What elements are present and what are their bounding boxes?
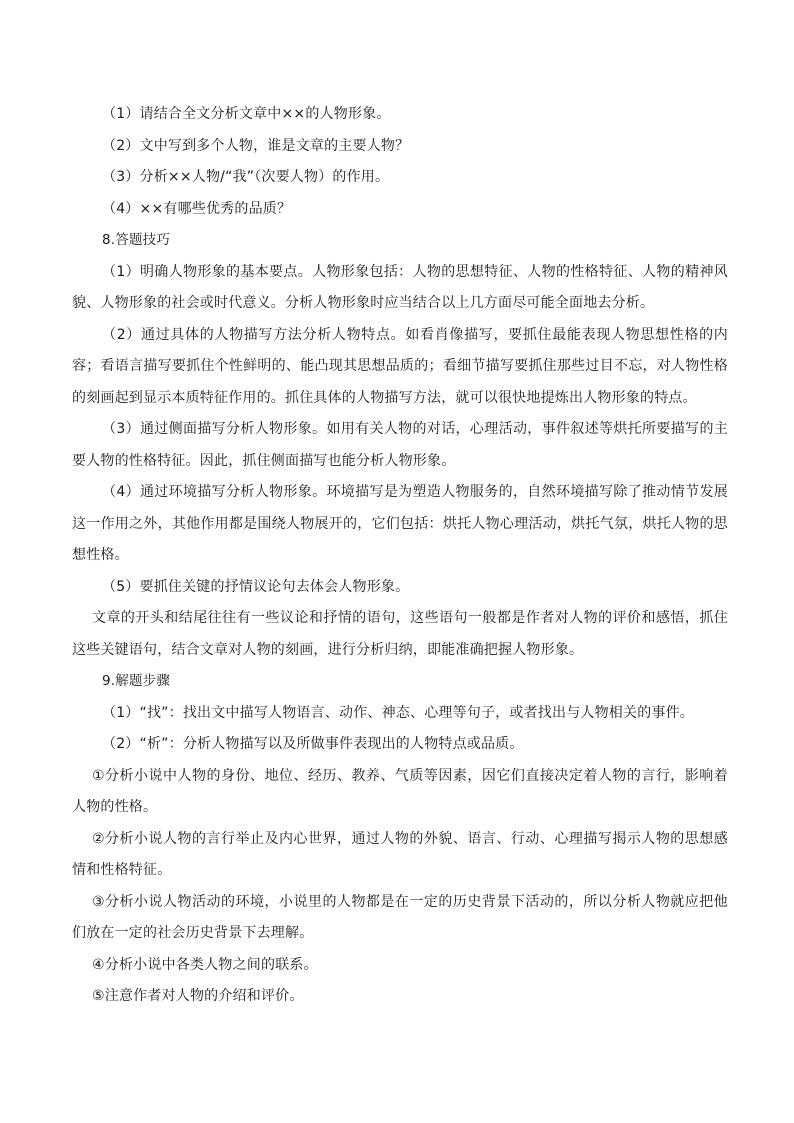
question-item-3: （3）分析××人物/“我”（次要人物）的作用。 <box>102 169 390 185</box>
analysis-point-1: ①分析小说中人物的身份、地位、经历、教养、气质等因素，因它们直接决定着人物的言行，影响着人物的性格。 <box>72 767 728 815</box>
section-heading-answer-tips: 8.答题技巧 <box>102 232 171 248</box>
question-item-4: （4）××有哪些优秀的品质？ <box>102 200 292 217</box>
analysis-point-4: ④分析小说中各类人物之间的联系。 <box>92 956 318 973</box>
tip-paragraph-2: （2）通过具体的人物描写方法分析人物特点。如看肖像描写，要抓住最能表现人物思想性格的内容；看语言描写要抓住个性鲜明的、能凸现其思想品质的；看细节描写要抓住那些过目不忘，对人物性格的刻画起到显示本质特征作用的。抓住具体的人物描写方法，就可以很快地提炼出人物形象的特点。 <box>72 326 728 406</box>
tip-paragraph-3: （3）通过侧面描写分析人物形象。如用有关人物的对话，心理活动，事件叙述等烘托所要描写的主要人物的性格特征。因此，抓住侧面描写也能分析人物形象。 <box>72 421 728 469</box>
analysis-point-3: ③分析小说人物活动的环境，小说里的人物都是在一定的历史背景下活动的，所以分析人物就应把他们放在一定的社会历史背景下去理解。 <box>72 893 728 941</box>
step-analyze: （2）“析”：分析人物描写以及所做事件表现出的人物特点或品质。 <box>102 736 524 752</box>
step-find: （1）“找”：找出文中描写人物语言、动作、神态、心理等句子，或者找出与人物相关的事件。 <box>102 704 695 721</box>
question-item-1: （1）请结合全文分析文章中××的人物形象。 <box>102 106 391 122</box>
analysis-point-5: ⑤注意作者对人物的介绍和评价。 <box>92 988 304 1004</box>
tip-paragraph-4: （4）通过环境描写分析人物形象。环境描写是为塑造人物服务的，自然环境描写除了推动情节发展这一作用之外，其他作用都是围绕人物展开的，它们包括：烘托人物心理活动，烘托气氛，烘托人物的思想性格。 <box>72 484 728 563</box>
tip-paragraph-5-detail: 文章的开头和结尾往往有一些议论和抒情的语句，这些语句一般都是作者对人物的评价和感悟，抓住这些关键语句，结合文章对人物的刻画，进行分析归纳，即能准确把握人物形象。 <box>72 610 728 658</box>
question-item-2: （2）文中写到多个人物，谁是文章的主要人物？ <box>102 137 410 154</box>
tip-paragraph-1: （1）明确人物形象的基本要点。人物形象包括：人物的思想特征、人物的性格特征、人物的精神风貌、人物形象的社会或时代意义。分析人物形象时应当结合以上几方面尽可能全面地去分析。 <box>72 263 728 311</box>
analysis-point-2: ②分析小说人物的言行举止及内心世界，通过人物的外貌、语言、行动、心理描写揭示人物的思想感情和性格特征。 <box>72 830 728 878</box>
section-heading-solving-steps: 9.解题步骤 <box>102 673 171 689</box>
document-body <box>72 99 728 1013</box>
tip-paragraph-5: （5）要抓住关键的抒情议论句去体会人物形象。 <box>102 578 410 595</box>
